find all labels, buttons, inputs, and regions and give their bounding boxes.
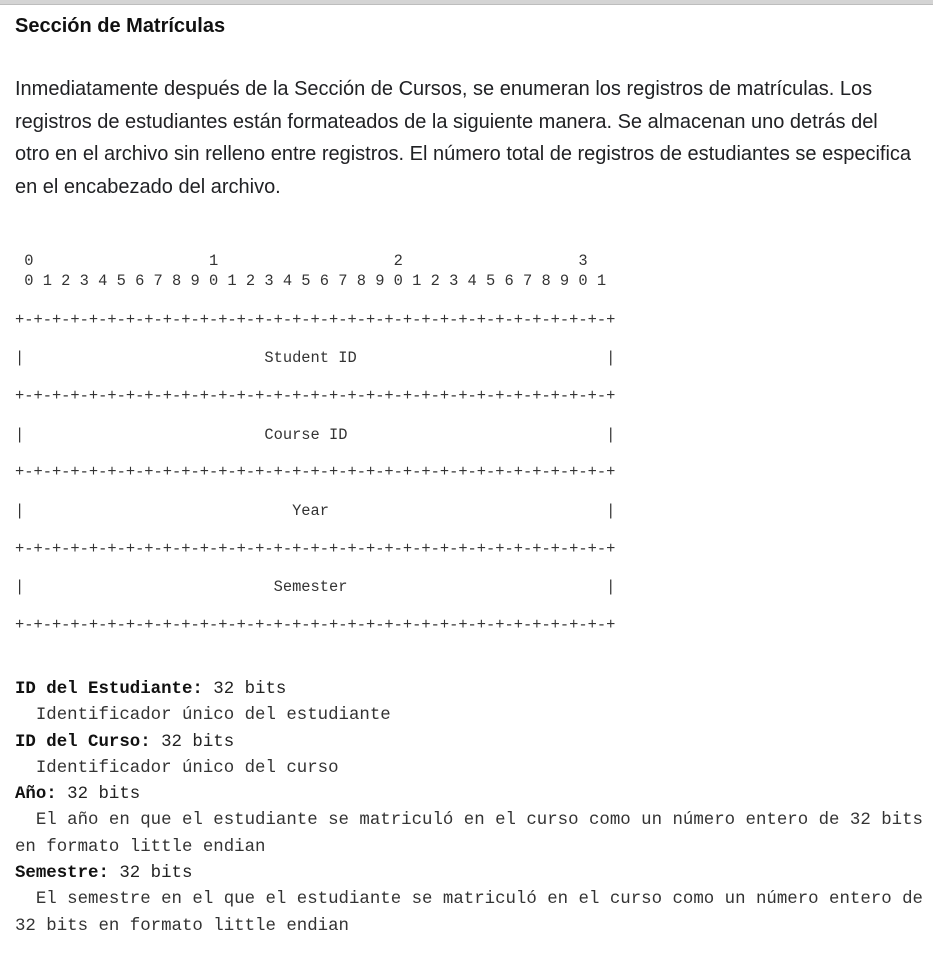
field-name: ID del Curso: xyxy=(15,732,151,752)
field-size: 32 bits xyxy=(150,732,235,752)
diagram-border: +-+-+-+-+-+-+-+-+-+-+-+-+-+-+-+-+-+-+-+-+-+-+-+-+-+-+-+-+-+-+-+-+ xyxy=(15,387,616,405)
field-description: El semestre en el que el estudiante se matriculó en el curso como un número entero de 32 bits en formato little endian xyxy=(15,890,933,936)
field-description: El año en que el estudiante se matriculó en el curso como un número entero de 32 bits en formato little endian xyxy=(15,811,933,857)
row-semester: | Semester | xyxy=(15,578,616,596)
row-year: | Year | xyxy=(15,502,616,520)
section-title: Sección de Matrículas xyxy=(15,15,226,37)
field-course-id xyxy=(15,730,925,783)
diagram-border: +-+-+-+-+-+-+-+-+-+-+-+-+-+-+-+-+-+-+-+-+-+-+-+-+-+-+-+-+-+-+-+-+ xyxy=(15,616,616,634)
field-name: ID del Estudiante: xyxy=(15,680,203,699)
diagram-border: +-+-+-+-+-+-+-+-+-+-+-+-+-+-+-+-+-+-+-+-+-+-+-+-+-+-+-+-+-+-+-+-+ xyxy=(15,540,616,558)
field-description: Identificador único del curso xyxy=(15,758,339,778)
diagram-border: +-+-+-+-+-+-+-+-+-+-+-+-+-+-+-+-+-+-+-+-+-+-+-+-+-+-+-+-+-+-+-+-+ xyxy=(15,311,616,329)
field-description: Identificador único del estudiante xyxy=(15,706,391,726)
field-semester xyxy=(15,861,933,940)
field-name: Año: xyxy=(15,785,57,805)
field-student-id xyxy=(15,677,925,730)
field-definitions xyxy=(15,677,933,940)
top-divider xyxy=(0,0,933,5)
field-name: Semestre: xyxy=(15,864,109,884)
field-size: 32 bits xyxy=(108,864,193,884)
diagram-border: +-+-+-+-+-+-+-+-+-+-+-+-+-+-+-+-+-+-+-+-+-+-+-+-+-+-+-+-+-+-+-+-+ xyxy=(15,463,616,481)
field-size: 32 bits xyxy=(202,680,287,699)
row-course-id: | Course ID | xyxy=(15,426,616,444)
bit-tens-row: 0 1 2 3 xyxy=(15,252,588,270)
field-year xyxy=(15,782,933,861)
bit-units-row: 0 1 2 3 4 5 6 7 8 9 0 1 2 3 4 5 6 7 8 9 0 1 2 3 4 5 6 7 8 9 0 1 xyxy=(15,272,607,290)
row-student-id: | Student ID | xyxy=(15,349,616,367)
intro-paragraph: Inmediatamente después de la Sección de Cursos, se enumeran los registros de matrículas. Los registros de estudiantes están formateados de la siguiente manera. Se almacenan uno detrás del otro en el archivo sin relleno entre registros. El número total de registros de estudiantes se especifica en el encabezado del archivo. xyxy=(15,78,912,198)
field-size: 32 bits xyxy=(56,785,141,805)
